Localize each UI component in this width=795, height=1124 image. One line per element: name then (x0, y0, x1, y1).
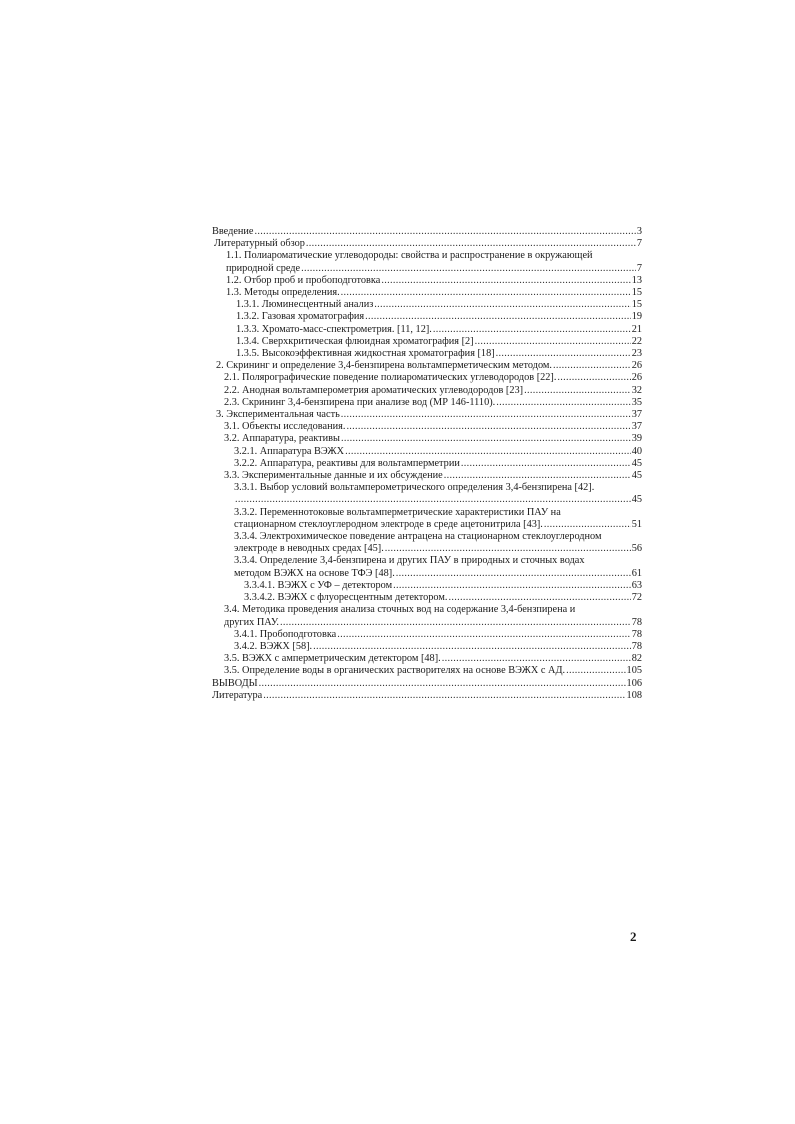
toc-entry-title: Литературный обзор (214, 238, 305, 250)
toc-entry (212, 348, 642, 360)
toc-entry-page: 26 (631, 360, 642, 372)
toc-entry-title: 3.5. ВЭЖХ с амперметрическим детектором [48]. (224, 653, 441, 665)
dot-leader (341, 409, 631, 421)
toc-entry (212, 653, 642, 665)
toc-entry-title: 2.1. Полярографические поведение полиароматических углеводородов [22]. (224, 372, 557, 384)
toc-entry (212, 470, 642, 482)
table-of-contents (212, 226, 642, 702)
dot-leader (496, 348, 631, 360)
toc-entry-title-continued: других ПАУ. (224, 616, 280, 628)
dot-leader (374, 299, 630, 311)
toc-entry-page: 15 (631, 287, 642, 299)
dot-leader (448, 592, 630, 604)
toc-entry-page: 78 (631, 616, 642, 628)
toc-entry-page: 40 (631, 445, 642, 457)
toc-entry-title: 3.3.4. Определение 3,4-бензпирена и других ПАУ в природных и сточных водах (234, 555, 585, 567)
toc-entry (212, 458, 642, 470)
toc-entry (212, 397, 642, 409)
dot-leader (444, 470, 631, 482)
toc-entry-title: 1.3.3. Хромато-масс-спектрометрия. [11, 12]. (236, 323, 432, 335)
toc-entry-page: 51 (631, 518, 642, 530)
toc-entry-title: 1.2. Отбор проб и пробоподготовка (226, 274, 381, 286)
toc-entry (212, 409, 642, 421)
toc-entry-page: 56 (631, 543, 642, 555)
toc-entry (212, 421, 642, 433)
toc-entry-title: 2. Скрининг и определение 3,4-бензпирена вольтамперметическим методом. (216, 360, 553, 372)
dot-leader (255, 226, 636, 238)
toc-entry-title: 3.3. Экспериментальные данные и их обсуждение (224, 470, 443, 482)
toc-entry (212, 665, 642, 677)
toc-entry-page: 39 (631, 433, 642, 445)
toc-entry-title: 3.3.4.2. ВЭЖХ с флуоресцентным детектором. (244, 592, 448, 604)
toc-entry-title: 3.2.1. Аппаратура ВЭЖХ (234, 445, 345, 457)
toc-entry-title: 3.4.1. Пробоподготовка (234, 628, 337, 640)
toc-entry-page: 37 (631, 409, 642, 421)
toc-entry-page: 45 (631, 457, 642, 469)
toc-entry-page: 37 (631, 421, 642, 433)
toc-entry-title: 1.3.1. Люминесцентный анализ (236, 299, 374, 311)
dot-leader (461, 458, 631, 470)
toc-entry-page: 45 (631, 470, 642, 482)
toc-entry-page: 7 (636, 262, 642, 274)
toc-entry-title-continued: методом ВЭЖХ на основе ТФЭ [48]. (234, 567, 395, 579)
toc-entry-page: 35 (631, 396, 642, 408)
toc-entry (212, 250, 642, 274)
toc-entry (212, 580, 642, 592)
dot-leader (263, 690, 625, 702)
toc-entry-page: 23 (631, 348, 642, 360)
toc-entry (212, 641, 642, 653)
toc-entry (212, 446, 642, 458)
dot-leader (341, 433, 631, 445)
dot-leader (496, 397, 630, 409)
toc-entry-title: Введение (212, 226, 254, 237)
toc-entry-title: 3.3.2. Переменнотоковые вольтамперметрические характеристики ПАУ на (234, 506, 561, 518)
toc-entry-page: 82 (631, 653, 642, 665)
dot-leader (306, 238, 636, 250)
toc-entry (212, 238, 642, 250)
toc-entry-title: 1.3.5. Высокоэффективная жидкостная хроматография [18] (236, 348, 495, 360)
toc-entry (212, 372, 642, 384)
toc-entry (212, 482, 642, 506)
page-number: 2 (630, 929, 637, 944)
toc-entry-page: 13 (631, 274, 642, 286)
toc-entry-title: 3.2. Аппаратура, реактивы (224, 433, 340, 445)
toc-entry (212, 287, 642, 299)
toc-entry (212, 324, 642, 336)
dot-leader (566, 665, 625, 677)
toc-entry-page: 32 (631, 384, 642, 396)
toc-entry (212, 360, 642, 372)
toc-entry-page: 3 (636, 226, 642, 237)
toc-entry-page: 63 (631, 579, 642, 591)
toc-entry (212, 629, 642, 641)
dot-leader (557, 372, 630, 384)
dot-leader (337, 629, 630, 641)
toc-entry-title: 2.3. Скрининг 3,4-бензпирена при анализе вод (МР 146-1110). (224, 396, 496, 408)
toc-entry-page: 78 (631, 640, 642, 652)
toc-entry-title: 3.4.2. ВЭЖХ [58]. (234, 640, 313, 652)
toc-entry-title: 3.1. Объекты исследования. (224, 421, 346, 433)
dot-leader (396, 568, 631, 580)
dot-leader (524, 385, 631, 397)
dot-leader (553, 360, 631, 372)
dot-leader (381, 275, 630, 287)
toc-entry (212, 555, 642, 579)
toc-entry-page: 61 (631, 567, 642, 579)
toc-entry-page: 19 (631, 311, 642, 323)
toc-entry-page: 26 (631, 372, 642, 384)
toc-entry-title: Литература (212, 689, 263, 701)
toc-entry (212, 592, 642, 604)
dot-leader (313, 641, 631, 653)
dot-leader (442, 653, 631, 665)
toc-entry-title: 3.2.2. Аппаратура, реактивы для вольтамперметрии (234, 457, 460, 469)
toc-entry-page: 21 (631, 323, 642, 335)
toc-entry-page: 7 (636, 238, 642, 250)
toc-entry (212, 507, 642, 531)
toc-entry-title: 2.2. Анодная вольтамперометрия ароматических углеводородов [23] (224, 384, 524, 396)
toc-entry-title: 1.1. Полиароматические углеводороды: свойства и распространение в окружающей (226, 250, 593, 262)
toc-entry (212, 604, 642, 628)
toc-entry-title: 3.3.1. Выбор условий вольтамперометрического определения 3,4-бензпирена [42]. (234, 482, 595, 494)
dot-leader (301, 263, 636, 275)
toc-entry (212, 531, 642, 555)
toc-entry-page: 22 (631, 335, 642, 347)
toc-entry-page: 108 (626, 689, 642, 701)
dot-leader (345, 446, 631, 458)
toc-entry-title-continued: природной среде (226, 262, 301, 274)
toc-entry-title: 3.4. Методика проведения анализа сточных вод на содержание 3,4-бензпирена и (224, 604, 576, 616)
toc-entry-title: 1.3.4. Сверхкритическая флюидная хроматография [2] (236, 335, 474, 347)
toc-entry-title: 3. Экспериментальная часть (216, 409, 340, 421)
toc-entry-title-continued: стационарном стеклоуглеродном электроде в среде ацетонитрила [43]. (234, 518, 543, 530)
toc-entry (212, 690, 642, 702)
dot-leader (341, 287, 631, 299)
dot-leader (544, 519, 631, 531)
toc-entry-title: 1.3.2. Газовая хроматография (236, 311, 365, 323)
toc-entry-title-continued: электроде в неводных средах [45]. (234, 543, 384, 555)
toc-entry-page: 105 (626, 665, 642, 677)
toc-entry-page: 72 (631, 592, 642, 604)
toc-entry (212, 385, 642, 397)
toc-entry (212, 678, 642, 690)
toc-entry (212, 311, 642, 323)
toc-entry (212, 226, 642, 238)
dot-leader (365, 311, 631, 323)
dot-leader (235, 494, 631, 506)
toc-entry-title: 3.5. Определение воды в органических растворителях на основе ВЭЖХ с АД. (224, 665, 566, 677)
dot-leader (280, 617, 631, 629)
toc-entry-title: 3.3.4. Электрохимическое поведение антрацена на стационарном стеклоуглеродном (234, 531, 602, 543)
toc-entry-title: 3.3.4.1. ВЭЖХ с УФ – детектором (244, 579, 393, 591)
dot-leader (433, 324, 631, 336)
dot-leader (393, 580, 631, 592)
toc-entry-page: 15 (631, 299, 642, 311)
dot-leader (475, 336, 631, 348)
toc-entry-title: 1.3. Методы определения. (226, 287, 340, 299)
dot-leader (385, 543, 631, 555)
toc-entry (212, 299, 642, 311)
toc-entry-page: 78 (631, 628, 642, 640)
toc-entry-page: 106 (626, 677, 642, 689)
toc-entry (212, 336, 642, 348)
toc-entry-title: ВЫВОДЫ (212, 677, 258, 689)
toc-entry (212, 433, 642, 445)
dot-leader (259, 678, 626, 690)
toc-entry-page: 45 (631, 494, 642, 506)
dot-leader (346, 421, 630, 433)
toc-entry (212, 275, 642, 287)
